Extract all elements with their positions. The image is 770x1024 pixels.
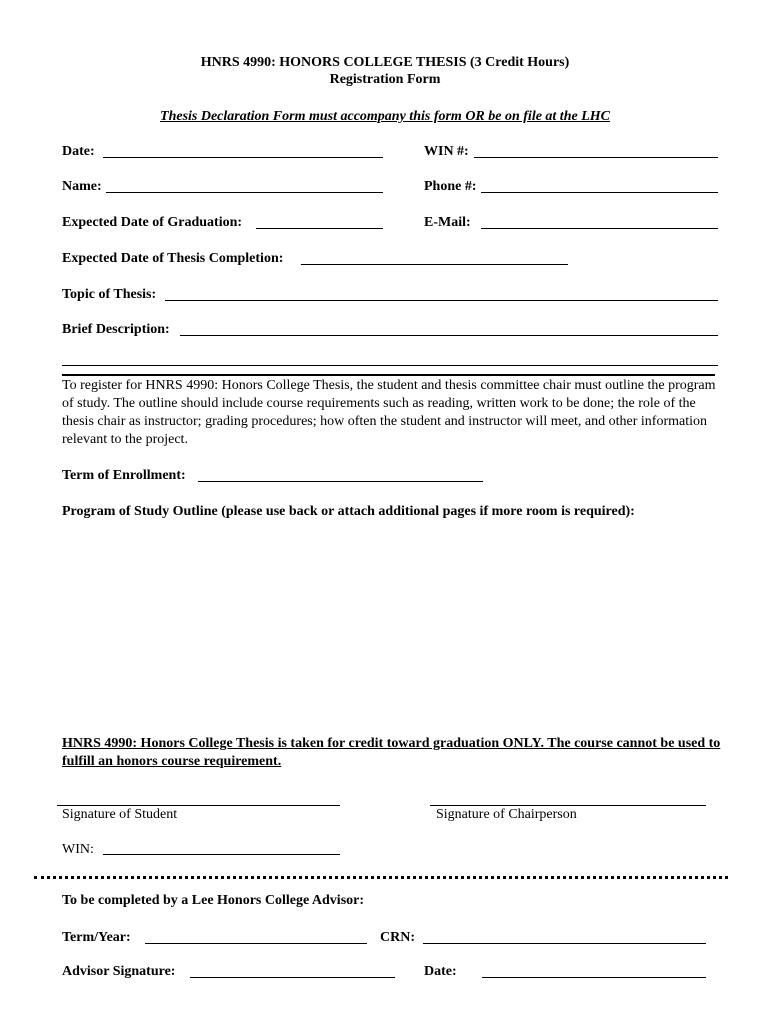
chair-signature-line[interactable] bbox=[430, 805, 706, 806]
thesis-completion-label: Expected Date of Thesis Completion: bbox=[62, 251, 284, 266]
advisor-heading: To be completed by a Lee Honors College Advisor: bbox=[62, 893, 365, 908]
win-field[interactable] bbox=[474, 157, 718, 158]
term-enrollment-label: Term of Enrollment: bbox=[62, 468, 186, 483]
program-outline-area[interactable] bbox=[62, 524, 718, 724]
form-title: HNRS 4990: HONORS COLLEGE THESIS (3 Credit Hours) bbox=[200, 55, 570, 70]
date-field[interactable] bbox=[103, 157, 383, 158]
student-win-field[interactable] bbox=[103, 854, 340, 855]
topic-label: Topic of Thesis: bbox=[62, 287, 157, 302]
advisor-date-field[interactable] bbox=[482, 977, 706, 978]
term-year-field[interactable] bbox=[145, 943, 367, 944]
chair-signature-label: Signature of Chairperson bbox=[436, 807, 577, 822]
advisor-date-label: Date: bbox=[424, 964, 457, 979]
term-enrollment-field[interactable] bbox=[198, 481, 483, 482]
date-label: Date: bbox=[62, 144, 95, 159]
description-label: Brief Description: bbox=[62, 322, 170, 337]
graduation-date-field[interactable] bbox=[256, 228, 383, 229]
name-field[interactable] bbox=[106, 192, 383, 193]
student-signature-line[interactable] bbox=[57, 805, 340, 806]
student-win-label: WIN: bbox=[62, 842, 94, 857]
description-field[interactable] bbox=[180, 335, 718, 336]
thesis-completion-field[interactable] bbox=[301, 264, 568, 265]
advisor-signature-label: Advisor Signature: bbox=[62, 964, 176, 979]
credit-note: HNRS 4990: Honors College Thesis is taken for credit toward graduation ONLY. The course cannot be used to fulfill an honors course requirement. bbox=[62, 736, 721, 769]
description-field-line-2[interactable] bbox=[62, 365, 718, 366]
phone-field[interactable] bbox=[481, 192, 718, 193]
student-signature-label: Signature of Student bbox=[62, 807, 178, 822]
section-divider bbox=[62, 374, 715, 376]
dotted-separator bbox=[34, 876, 728, 879]
form-subtitle: Registration Form bbox=[329, 72, 441, 87]
phone-label: Phone #: bbox=[424, 179, 477, 194]
graduation-date-label: Expected Date of Graduation: bbox=[62, 215, 243, 230]
topic-field[interactable] bbox=[165, 300, 718, 301]
name-label: Name: bbox=[62, 179, 102, 194]
program-outline-label: Program of Study Outline (please use back or attach additional pages if more room is required): bbox=[62, 504, 635, 519]
term-year-label: Term/Year: bbox=[62, 930, 131, 945]
crn-field[interactable] bbox=[423, 943, 706, 944]
declaration-notice: Thesis Declaration Form must accompany this form OR be on file at the LHC bbox=[160, 109, 610, 124]
advisor-signature-field[interactable] bbox=[190, 977, 395, 978]
instructions-paragraph: To register for HNRS 4990: Honors College Thesis, the student and thesis committee chair must outline the program of study. The outline should include course requirements such as reading, written work to be done; the role of the thesis chair as instructor; grading procedures; how often the student and instructor will meet, and other information relevant to the project. bbox=[62, 378, 716, 447]
email-field[interactable] bbox=[481, 228, 718, 229]
win-label: WIN #: bbox=[424, 144, 469, 159]
email-label: E-Mail: bbox=[424, 215, 471, 230]
crn-label: CRN: bbox=[380, 930, 415, 945]
